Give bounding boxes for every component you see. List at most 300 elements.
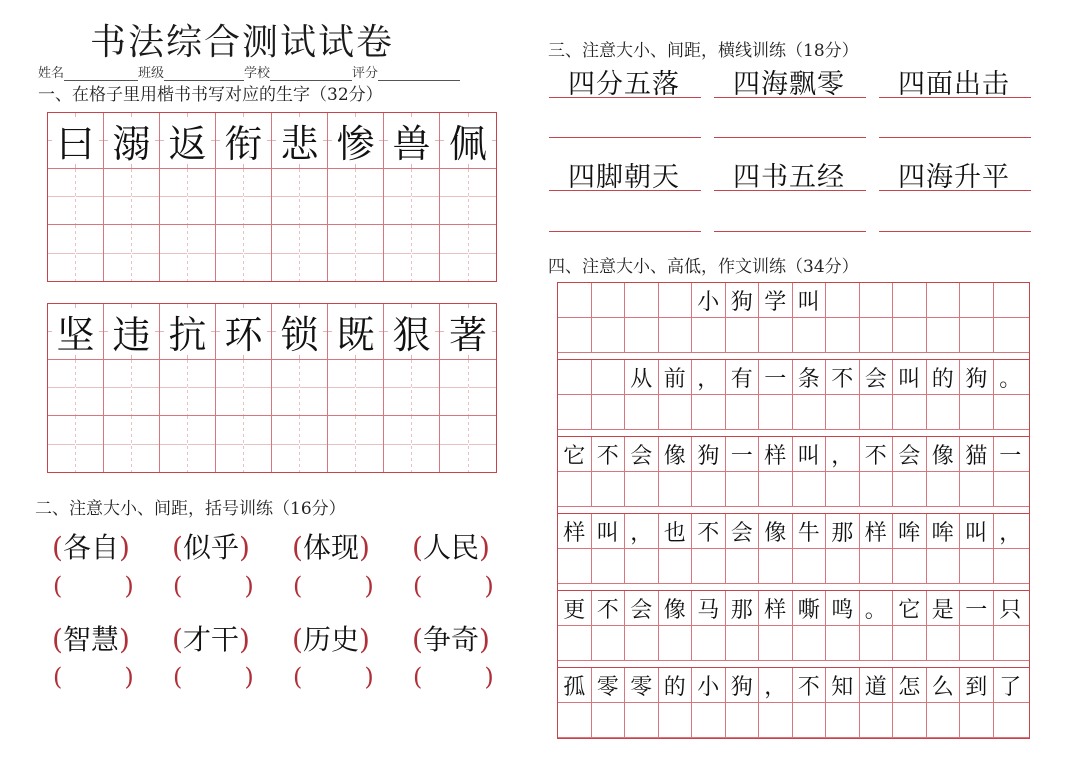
open-bracket: ( xyxy=(172,531,183,564)
grid-cell[interactable] xyxy=(860,703,894,737)
grid-cell[interactable] xyxy=(759,514,793,548)
grid-cell[interactable] xyxy=(659,318,693,352)
grid-cell[interactable] xyxy=(759,437,793,471)
composition-character: 叫 xyxy=(797,443,820,469)
practice-grid-2 xyxy=(47,303,497,473)
grid-cell[interactable] xyxy=(328,225,384,281)
composition-character: 像 xyxy=(663,443,686,469)
grid-cell[interactable] xyxy=(826,668,860,702)
grid-cell[interactable] xyxy=(927,626,961,660)
write-line[interactable] xyxy=(879,190,1031,191)
grid-cell[interactable] xyxy=(592,395,626,429)
grid-cell[interactable] xyxy=(893,703,927,737)
grid-cell[interactable] xyxy=(440,416,496,472)
grid-cell[interactable] xyxy=(994,360,1028,394)
composition-character: 猫 xyxy=(965,443,988,469)
section1-heading: 一、在格子里用楷书书写对应的生字（32分） xyxy=(38,85,383,105)
grid-cell[interactable] xyxy=(692,591,726,625)
grid-row xyxy=(558,395,1029,430)
page-title: 书法综合测试试卷 xyxy=(90,22,395,63)
grid-cell[interactable] xyxy=(994,549,1028,583)
word-text: 争奇 xyxy=(422,623,479,656)
student-info-line xyxy=(38,62,460,81)
grid-cell[interactable] xyxy=(659,591,693,625)
grid-cell[interactable] xyxy=(826,549,860,583)
grid-cell[interactable] xyxy=(726,283,760,317)
grid-cell[interactable] xyxy=(592,591,626,625)
composition-character: ， xyxy=(831,443,854,469)
grid-cell[interactable] xyxy=(440,360,496,416)
grid-cell[interactable] xyxy=(927,668,961,702)
grid-cell[interactable] xyxy=(726,626,760,660)
composition-character: 狗 xyxy=(697,443,720,469)
grid-cell[interactable] xyxy=(558,283,592,317)
grid-cell[interactable] xyxy=(625,514,659,548)
grid-cell[interactable] xyxy=(692,318,726,352)
grid-cell[interactable] xyxy=(927,360,961,394)
grid-cell[interactable] xyxy=(558,549,592,583)
write-line[interactable] xyxy=(714,231,866,232)
answer-bracket[interactable] xyxy=(293,663,374,691)
grid-cell[interactable] xyxy=(160,169,216,225)
grid-row xyxy=(558,472,1029,507)
composition-character: 的 xyxy=(931,366,954,392)
grid-cell[interactable] xyxy=(592,626,626,660)
grid-cell[interactable] xyxy=(860,472,894,506)
grid-cell[interactable] xyxy=(558,514,592,548)
grid-cell[interactable] xyxy=(659,283,693,317)
close-bracket: ) xyxy=(364,663,374,691)
grid-cell xyxy=(104,113,160,169)
grid-cell[interactable] xyxy=(592,318,626,352)
grid-cell[interactable] xyxy=(826,437,860,471)
grid-cell[interactable] xyxy=(659,472,693,506)
grid-cell[interactable] xyxy=(48,225,104,281)
grid-cell[interactable] xyxy=(592,668,626,702)
grid-cell[interactable] xyxy=(625,591,659,625)
write-line[interactable] xyxy=(879,137,1031,138)
composition-character: 一 xyxy=(764,366,787,392)
grid-cell[interactable] xyxy=(927,703,961,737)
grid-cell[interactable] xyxy=(160,360,216,416)
grid-cell[interactable] xyxy=(692,395,726,429)
grid-cell[interactable] xyxy=(104,225,160,281)
school-label: 学校 xyxy=(244,66,271,81)
grid-cell[interactable] xyxy=(994,318,1028,352)
grid-cell[interactable] xyxy=(104,360,160,416)
grid-cell[interactable] xyxy=(216,416,272,472)
close-bracket: ) xyxy=(484,572,494,600)
grid-cell[interactable] xyxy=(826,514,860,548)
composition-character: 道 xyxy=(864,674,887,700)
composition-character: 鸣 xyxy=(831,597,854,623)
grid-cell[interactable] xyxy=(793,591,827,625)
grid-cell[interactable] xyxy=(893,626,927,660)
open-bracket: ( xyxy=(412,623,423,656)
grid-cell[interactable] xyxy=(328,169,384,225)
grid-cell[interactable] xyxy=(625,437,659,471)
grid-cell[interactable] xyxy=(960,703,994,737)
grid-cell[interactable] xyxy=(927,283,961,317)
close-bracket: ) xyxy=(478,531,490,564)
grid-cell[interactable] xyxy=(759,395,793,429)
grid-cell[interactable] xyxy=(960,549,994,583)
composition-character: 一 xyxy=(730,443,753,469)
grid-cell[interactable] xyxy=(558,318,592,352)
answer-bracket[interactable] xyxy=(173,663,254,691)
word-text: 各自 xyxy=(62,531,119,564)
grid-cell[interactable] xyxy=(927,437,961,471)
composition-character: 有 xyxy=(730,366,753,392)
grid-cell[interactable] xyxy=(625,472,659,506)
grid-cell[interactable] xyxy=(692,283,726,317)
grid-cell[interactable] xyxy=(994,395,1028,429)
grid-cell[interactable] xyxy=(592,283,626,317)
grid-cell[interactable] xyxy=(759,360,793,394)
grid-cell[interactable] xyxy=(960,395,994,429)
grid-cell[interactable] xyxy=(826,591,860,625)
composition-character: 样 xyxy=(764,443,787,469)
grid-cell[interactable] xyxy=(960,472,994,506)
grid-cell[interactable] xyxy=(592,437,626,471)
answer-bracket[interactable] xyxy=(293,572,374,600)
grid-cell[interactable] xyxy=(860,283,894,317)
grid-cell[interactable] xyxy=(793,437,827,471)
grid-cell[interactable] xyxy=(48,360,104,416)
grid-cell[interactable] xyxy=(558,703,592,737)
grid-cell[interactable] xyxy=(927,591,961,625)
grid-cell[interactable] xyxy=(272,416,328,472)
grid-cell[interactable] xyxy=(625,626,659,660)
grid-cell[interactable] xyxy=(759,591,793,625)
grid-cell[interactable] xyxy=(960,360,994,394)
composition-character: 狗 xyxy=(965,366,988,392)
grid-cell[interactable] xyxy=(960,591,994,625)
grid-cell[interactable] xyxy=(659,549,693,583)
grid-cell[interactable] xyxy=(558,591,592,625)
model-character: 惨 xyxy=(332,117,379,164)
grid-cell[interactable] xyxy=(793,395,827,429)
grid-cell[interactable] xyxy=(384,169,440,225)
grid-cell[interactable] xyxy=(826,395,860,429)
grid-cell[interactable] xyxy=(726,549,760,583)
grid-cell[interactable] xyxy=(328,360,384,416)
composition-character: 了 xyxy=(999,674,1022,700)
composition-character: 孤 xyxy=(563,674,586,700)
answer-bracket[interactable] xyxy=(53,572,134,600)
grid-cell[interactable] xyxy=(759,626,793,660)
grid-cell[interactable] xyxy=(625,283,659,317)
grid-cell[interactable] xyxy=(927,318,961,352)
grid-cell[interactable] xyxy=(692,472,726,506)
composition-character: 从 xyxy=(630,366,653,392)
grid-cell[interactable] xyxy=(826,472,860,506)
grid-cell[interactable] xyxy=(384,225,440,281)
write-line[interactable] xyxy=(549,190,701,191)
grid-cell[interactable] xyxy=(860,360,894,394)
grid-cell[interactable] xyxy=(384,360,440,416)
grid-cell[interactable] xyxy=(793,514,827,548)
grid-cell[interactable] xyxy=(994,283,1028,317)
composition-character: 一 xyxy=(965,597,988,623)
grid-cell[interactable] xyxy=(893,549,927,583)
grid-cell[interactable] xyxy=(860,395,894,429)
open-bracket: ( xyxy=(412,531,423,564)
grid-cell[interactable] xyxy=(860,318,894,352)
grid-cell[interactable] xyxy=(692,437,726,471)
grid-cell[interactable] xyxy=(384,416,440,472)
answer-bracket[interactable] xyxy=(413,572,494,600)
grid-cell[interactable] xyxy=(440,169,496,225)
answer-bracket[interactable] xyxy=(413,663,494,691)
model-character: 曰 xyxy=(52,117,99,164)
grid-cell[interactable] xyxy=(216,360,272,416)
grid-cell[interactable] xyxy=(659,437,693,471)
grid-cell[interactable] xyxy=(759,472,793,506)
grid-cell[interactable] xyxy=(860,626,894,660)
composition-character: 学 xyxy=(764,289,787,315)
write-line[interactable] xyxy=(714,137,866,138)
grid-cell[interactable] xyxy=(726,472,760,506)
grid-cell[interactable] xyxy=(160,225,216,281)
write-line[interactable] xyxy=(549,231,701,232)
composition-character: 知 xyxy=(831,674,854,700)
grid-cell xyxy=(48,113,104,169)
grid-cell[interactable] xyxy=(826,626,860,660)
grid-cell[interactable] xyxy=(793,668,827,702)
grid-cell[interactable] xyxy=(860,591,894,625)
grid-cell[interactable] xyxy=(994,626,1028,660)
grid-row xyxy=(558,668,1029,703)
grid-cell[interactable] xyxy=(558,395,592,429)
grid-cell[interactable] xyxy=(927,514,961,548)
grid-cell[interactable] xyxy=(692,514,726,548)
grid-cell[interactable] xyxy=(659,626,693,660)
grid-cell[interactable] xyxy=(726,591,760,625)
grid-cell[interactable] xyxy=(927,472,961,506)
grid-cell[interactable] xyxy=(893,668,927,702)
grid-cell[interactable] xyxy=(759,318,793,352)
write-line[interactable] xyxy=(879,97,1031,98)
grid-cell[interactable] xyxy=(960,318,994,352)
bracket-word xyxy=(172,526,250,566)
write-line[interactable] xyxy=(549,137,701,138)
composition-character: 马 xyxy=(697,597,720,623)
grid-cell[interactable] xyxy=(48,169,104,225)
close-bracket: ) xyxy=(358,623,370,656)
grid-cell[interactable] xyxy=(726,514,760,548)
close-bracket: ) xyxy=(124,572,134,600)
composition-character: 狗 xyxy=(730,289,753,315)
grid-cell[interactable] xyxy=(826,360,860,394)
grid-cell[interactable] xyxy=(960,283,994,317)
row-gap xyxy=(558,661,1029,668)
grid-cell[interactable] xyxy=(960,437,994,471)
grid-cell[interactable] xyxy=(272,225,328,281)
composition-character: 嘶 xyxy=(797,597,820,623)
grid-cell[interactable] xyxy=(104,416,160,472)
grid-cell[interactable] xyxy=(659,668,693,702)
grid-cell[interactable] xyxy=(625,668,659,702)
row-gap xyxy=(558,430,1029,437)
grid-cell[interactable] xyxy=(625,360,659,394)
grid-cell[interactable] xyxy=(592,472,626,506)
grid-cell[interactable] xyxy=(625,703,659,737)
composition-character: ， xyxy=(764,674,787,700)
composition-character: 条 xyxy=(797,366,820,392)
open-bracket: ( xyxy=(413,663,423,691)
word-text: 历史 xyxy=(302,623,359,656)
open-bracket: ( xyxy=(172,623,183,656)
grid-cell[interactable] xyxy=(659,360,693,394)
grid-cell[interactable] xyxy=(860,549,894,583)
model-character: 环 xyxy=(220,308,267,355)
grid-cell[interactable] xyxy=(726,668,760,702)
grid-cell[interactable] xyxy=(272,360,328,416)
write-line[interactable] xyxy=(549,97,701,98)
grid-cell[interactable] xyxy=(793,703,827,737)
grid-cell[interactable] xyxy=(104,169,160,225)
open-bracket: ( xyxy=(173,663,183,691)
grid-cell xyxy=(384,113,440,169)
grid-cell[interactable] xyxy=(558,668,592,702)
grid-cell[interactable] xyxy=(558,437,592,471)
grid-cell[interactable] xyxy=(272,169,328,225)
grid-cell[interactable] xyxy=(726,395,760,429)
grid-cell[interactable] xyxy=(860,668,894,702)
grid-cell[interactable] xyxy=(893,472,927,506)
write-line[interactable] xyxy=(879,231,1031,232)
composition-character: 不 xyxy=(596,443,619,469)
grid-cell[interactable] xyxy=(592,514,626,548)
grid-cell[interactable] xyxy=(48,416,104,472)
grid-cell[interactable] xyxy=(994,703,1028,737)
composition-character: 会 xyxy=(864,366,887,392)
grid-cell[interactable] xyxy=(927,395,961,429)
grid-cell[interactable] xyxy=(726,437,760,471)
grid-cell[interactable] xyxy=(994,472,1028,506)
grid-cell[interactable] xyxy=(893,437,927,471)
grid-cell[interactable] xyxy=(726,360,760,394)
grid-cell[interactable] xyxy=(558,626,592,660)
composition-character: 零 xyxy=(630,674,653,700)
grid-cell[interactable] xyxy=(625,318,659,352)
grid-cell[interactable] xyxy=(659,395,693,429)
composition-character: 也 xyxy=(663,520,686,546)
grid-cell[interactable] xyxy=(160,416,216,472)
bracket-word xyxy=(172,618,250,658)
grid-cell[interactable] xyxy=(216,169,272,225)
close-bracket: ) xyxy=(238,531,250,564)
grid-cell[interactable] xyxy=(793,360,827,394)
open-bracket: ( xyxy=(52,623,63,656)
grid-row xyxy=(558,514,1029,549)
grid-cell[interactable] xyxy=(893,283,927,317)
grid-cell[interactable] xyxy=(793,283,827,317)
composition-character: 会 xyxy=(898,443,921,469)
grid-cell[interactable] xyxy=(860,514,894,548)
grid-cell[interactable] xyxy=(692,626,726,660)
grid-cell[interactable] xyxy=(860,437,894,471)
composition-character: 狗 xyxy=(730,674,753,700)
grid-cell[interactable] xyxy=(328,416,384,472)
grid-cell[interactable] xyxy=(440,225,496,281)
grid-cell[interactable] xyxy=(793,472,827,506)
model-character: 溺 xyxy=(108,117,155,164)
grid-cell[interactable] xyxy=(994,591,1028,625)
grid-cell[interactable] xyxy=(558,360,592,394)
grid-cell[interactable] xyxy=(793,626,827,660)
open-bracket: ( xyxy=(293,663,303,691)
grid-cell[interactable] xyxy=(759,668,793,702)
close-bracket: ) xyxy=(118,623,130,656)
grid-cell[interactable] xyxy=(759,703,793,737)
grid-cell[interactable] xyxy=(692,549,726,583)
grid-cell[interactable] xyxy=(692,668,726,702)
grid-cell[interactable] xyxy=(826,318,860,352)
grid-cell[interactable] xyxy=(793,549,827,583)
grid-cell[interactable] xyxy=(826,283,860,317)
grid-cell[interactable] xyxy=(994,668,1028,702)
grid-cell[interactable] xyxy=(994,514,1028,548)
model-character: 狠 xyxy=(388,308,435,355)
grid-cell[interactable] xyxy=(625,549,659,583)
grid-cell[interactable] xyxy=(216,225,272,281)
grid-cell[interactable] xyxy=(960,626,994,660)
composition-character: 样 xyxy=(764,597,787,623)
grid-cell xyxy=(440,113,496,169)
composition-character: 牛 xyxy=(797,520,820,546)
grid-cell[interactable] xyxy=(592,703,626,737)
write-line[interactable] xyxy=(714,190,866,191)
answer-bracket[interactable] xyxy=(53,663,134,691)
write-line[interactable] xyxy=(714,97,866,98)
grid-cell[interactable] xyxy=(726,318,760,352)
grid-cell[interactable] xyxy=(692,703,726,737)
grid-cell[interactable] xyxy=(558,472,592,506)
composition-character: 叫 xyxy=(965,520,988,546)
answer-bracket[interactable] xyxy=(173,572,254,600)
grid-cell[interactable] xyxy=(994,437,1028,471)
model-character: 佩 xyxy=(444,117,492,164)
grid-cell[interactable] xyxy=(893,591,927,625)
grid-cell[interactable] xyxy=(659,514,693,548)
grid-cell[interactable] xyxy=(759,549,793,583)
model-character: 坚 xyxy=(52,308,99,355)
grid-cell[interactable] xyxy=(592,360,626,394)
grid-cell[interactable] xyxy=(659,703,693,737)
grid-cell[interactable] xyxy=(726,703,760,737)
grid-cell[interactable] xyxy=(960,514,994,548)
grid-cell[interactable] xyxy=(893,360,927,394)
grid-cell[interactable] xyxy=(893,514,927,548)
grid-cell[interactable] xyxy=(625,395,659,429)
grid-cell[interactable] xyxy=(692,360,726,394)
composition-character: 那 xyxy=(831,520,854,546)
grid-cell xyxy=(216,113,272,169)
score-blank[interactable] xyxy=(378,68,460,81)
grid-cell[interactable] xyxy=(592,549,626,583)
grid-cell[interactable] xyxy=(960,668,994,702)
grid-cell[interactable] xyxy=(793,318,827,352)
composition-character: ， xyxy=(999,520,1022,546)
composition-character: ， xyxy=(697,366,720,392)
grid-cell[interactable] xyxy=(893,395,927,429)
grid-cell[interactable] xyxy=(826,703,860,737)
grid-cell[interactable] xyxy=(759,283,793,317)
grid-cell[interactable] xyxy=(893,318,927,352)
grid-cell[interactable] xyxy=(927,549,961,583)
